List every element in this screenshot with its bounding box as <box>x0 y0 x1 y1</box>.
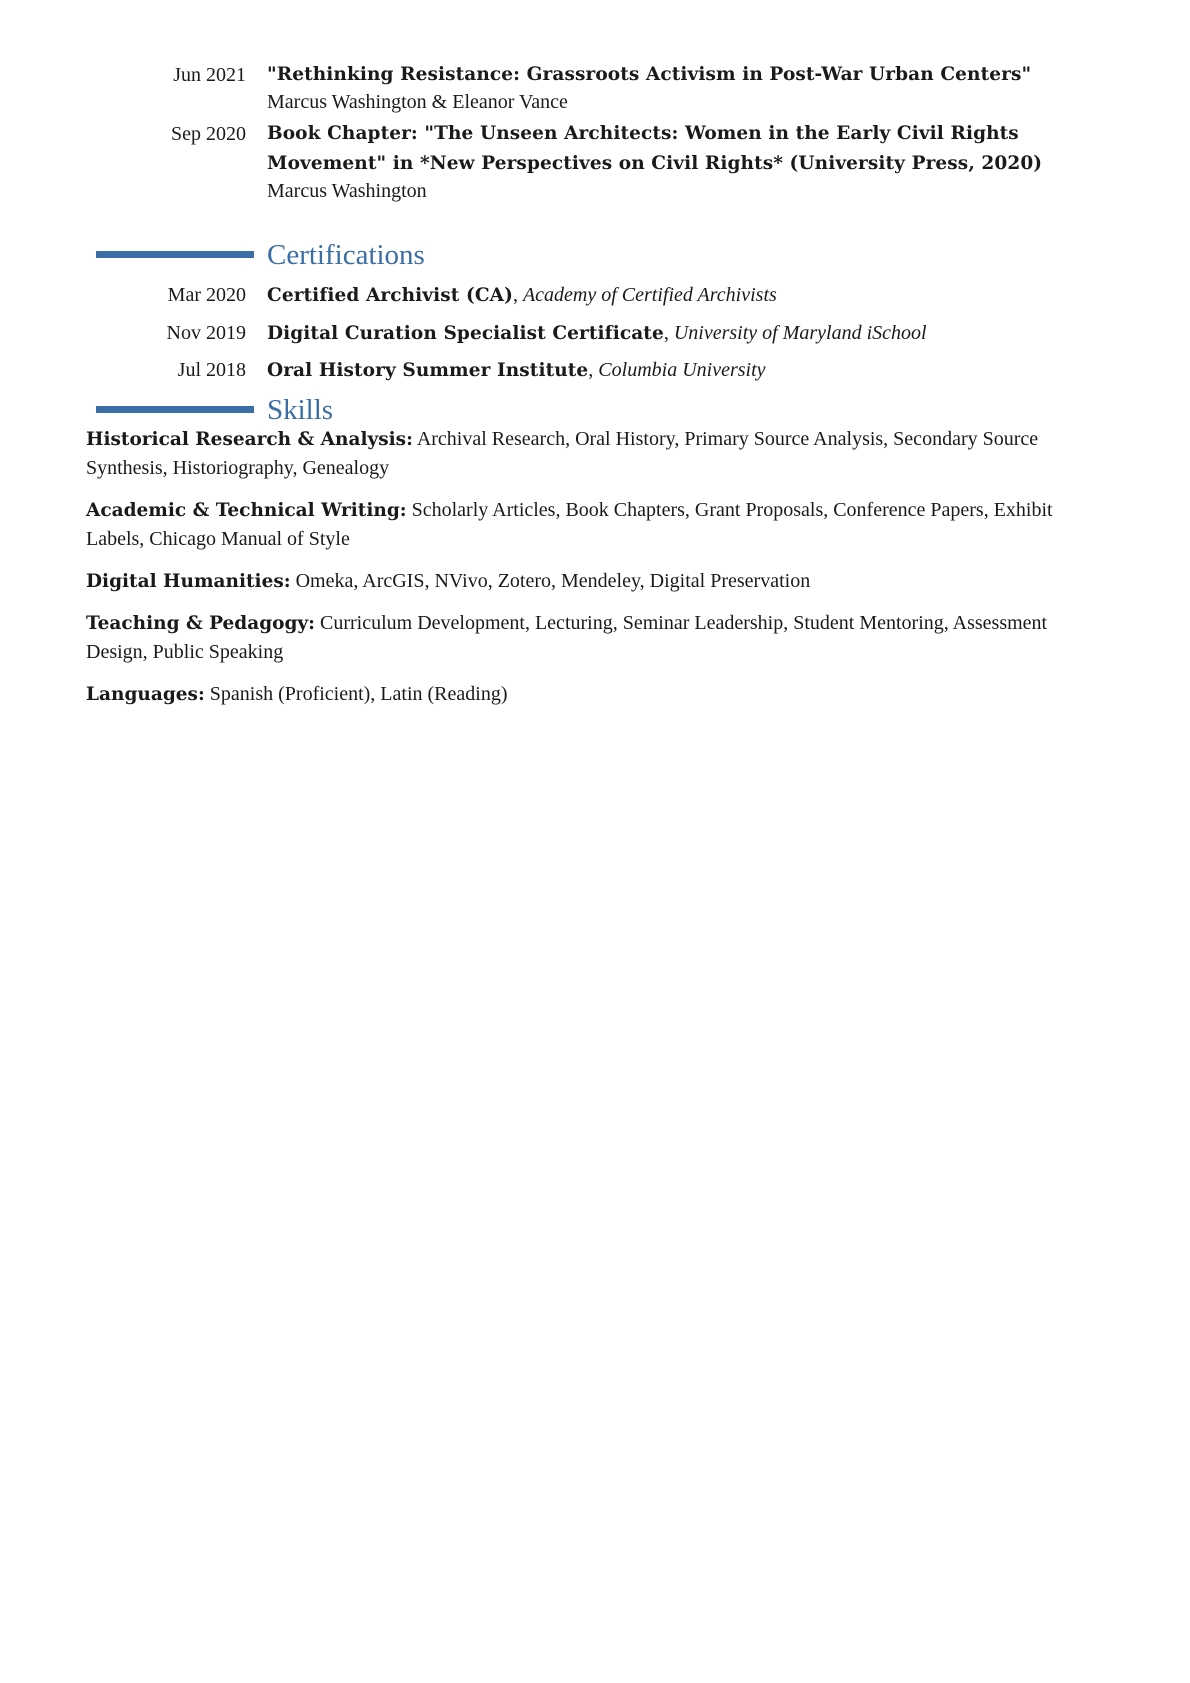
section-accent-bar <box>96 251 254 258</box>
skill-label: Teaching & Pedagogy: <box>86 613 316 634</box>
certification-date: Jul 2018 <box>177 359 246 381</box>
separator: , <box>663 322 674 344</box>
certification-institution: Columbia University <box>598 359 766 381</box>
skill-label: Digital Humanities: <box>86 571 291 592</box>
certification-name: Digital Curation Specialist Certificate <box>267 323 664 344</box>
certifications-section-header <box>0 237 1190 277</box>
certification-name: Certified Archivist (CA) <box>267 285 513 306</box>
skill-text: Omeka, ArcGIS, NVivo, Zotero, Mendeley, Digital Preservation <box>290 570 811 592</box>
section-title: Skills <box>267 394 334 426</box>
publication-date: Sep 2020 <box>171 123 246 145</box>
publication-title: "Rethinking Resistance: Grassroots Activism in Post-War Urban Centers" <box>267 64 1032 85</box>
certification-institution: Academy of Certified Archivists <box>522 284 777 306</box>
skill-text: Curriculum Development, Lecturing, Seminar Leadership, Student Mentoring, Assessment Design, Public Speaking <box>86 612 1048 663</box>
section-title: Certifications <box>267 239 425 271</box>
publication-authors: Marcus Washington <box>267 180 427 202</box>
skill-group <box>86 496 1104 554</box>
publication-title: Book Chapter: "The Unseen Architects: Women in the Early Civil Rights Movement" in *New Perspectives on Civil Rights* (University Press, 2020) <box>267 123 1043 174</box>
skill-group <box>86 680 1104 709</box>
skill-group <box>86 567 1104 596</box>
certification-name: Oral History Summer Institute <box>267 360 589 381</box>
section-accent-bar <box>96 406 254 413</box>
skill-group <box>86 425 1104 483</box>
certification-date: Mar 2020 <box>167 284 246 306</box>
publication-date: Jun 2021 <box>173 64 246 86</box>
skill-label: Historical Research & Analysis: <box>86 429 413 450</box>
skill-text: Scholarly Articles, Book Chapters, Grant Proposals, Conference Papers, Exhibit Labels, Chicago Manual of Style <box>86 499 1053 550</box>
skill-label: Academic & Technical Writing: <box>86 500 407 521</box>
skill-text: Archival Research, Oral History, Primary Source Analysis, Secondary Source Synthesis, Historiography, Genealogy <box>86 428 1039 479</box>
separator: , <box>588 359 599 381</box>
skill-group <box>86 609 1104 667</box>
certification-institution: University of Maryland iSchool <box>673 322 927 344</box>
separator: , <box>512 284 523 306</box>
skill-text: Spanish (Proficient), Latin (Reading) <box>204 683 508 705</box>
publication-authors: Marcus Washington & Eleanor Vance <box>267 91 568 113</box>
skill-label: Languages: <box>86 684 205 705</box>
certification-date: Nov 2019 <box>166 322 246 344</box>
